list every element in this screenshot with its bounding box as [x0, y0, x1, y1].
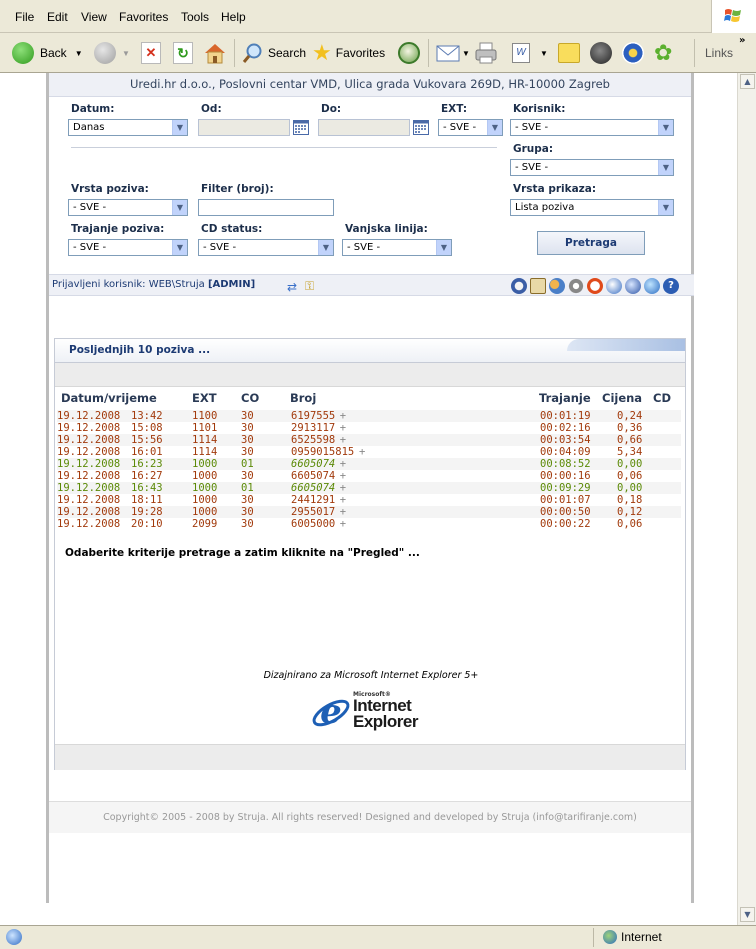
vrsta-poziva-select[interactable]: - SVE - ▼	[68, 199, 188, 216]
cell-cijena: 0,00	[617, 482, 643, 494]
forward-button[interactable]	[94, 37, 130, 69]
cell-date: 19.12.2008	[57, 482, 121, 494]
cell-trajanje: 00:08:52	[540, 458, 591, 470]
menu-help[interactable]: Help	[221, 10, 246, 24]
chevron-down-icon: ▼	[172, 120, 187, 135]
cell-co: 30	[241, 470, 254, 482]
cell-trajanje: 00:00:50	[540, 506, 591, 518]
cell-date: 19.12.2008	[57, 434, 121, 446]
cell-co: 30	[241, 518, 254, 530]
windows-flag-icon	[724, 8, 742, 24]
company-header: Uredi.hr d.o.o., Poslovni centar VMD, Ulica grada Vukovara 269D, HR-10000 Zagreb	[49, 73, 691, 97]
cell-cijena: 0,24	[617, 410, 643, 422]
cd-status-select[interactable]: - SVE - ▼	[198, 239, 334, 256]
table-row[interactable]	[57, 470, 681, 482]
cell-co: 30	[241, 506, 254, 518]
cell-ext: 1000	[192, 470, 218, 482]
links-button[interactable]	[705, 37, 733, 69]
vanjska-linija-select[interactable]: - SVE - ▼	[342, 239, 452, 256]
menu-favorites[interactable]: Favorites	[119, 10, 169, 24]
cell-broj: 6605074	[291, 470, 336, 482]
favorites-star-icon: ★	[312, 40, 332, 65]
chevron-down-icon: ▼	[658, 200, 673, 215]
back-arrow-icon	[12, 42, 34, 64]
icq-button[interactable]	[654, 37, 672, 69]
links-label: Links	[705, 46, 734, 60]
book-icon[interactable]	[530, 278, 546, 294]
copyright-footer: Copyright© 2005 - 2008 by Struja. All rights reserved! Designed and developed by Struja (info@tarifiranje.com)	[49, 801, 691, 833]
cell-ext: 2099	[192, 518, 218, 530]
flower-icon: ✿	[654, 40, 673, 65]
database-icon[interactable]	[625, 278, 641, 294]
cell-plus[interactable]: +	[339, 482, 347, 494]
chevron-down-icon: ▼	[436, 240, 451, 255]
cell-trajanje: 00:01:07	[540, 494, 591, 506]
menu-file[interactable]: File	[15, 10, 35, 24]
menu-bar	[0, 0, 756, 33]
column-header: Cijena	[602, 391, 643, 405]
cell-broj: 6197555	[291, 410, 336, 422]
logged-user-prefix: Prijavljeni korisnik:	[52, 279, 149, 290]
cell-time: 20:10	[131, 518, 163, 530]
panel-header	[55, 339, 685, 363]
column-header: Broj	[290, 391, 317, 405]
microsoft-label: Microsoft®	[353, 691, 391, 698]
clock-icon[interactable]	[587, 278, 603, 294]
cell-ext: 1000	[192, 506, 218, 518]
mail-icon	[436, 43, 460, 63]
favorites-button[interactable]	[312, 37, 385, 69]
switch-user-icon[interactable]: ⇄	[287, 280, 298, 294]
pretraga-button[interactable]: Pretraga	[537, 231, 645, 255]
table-row[interactable]	[57, 446, 681, 458]
menu-edit[interactable]: Edit	[47, 10, 68, 24]
app-container	[46, 73, 694, 903]
panel-tab-decoration	[567, 339, 685, 351]
menu-tools[interactable]: Tools	[181, 10, 210, 24]
edit-dropdown-icon[interactable]: ▼	[540, 48, 548, 58]
panel-title: Posljednjih 10 poziva ...	[69, 344, 211, 356]
windows-logo	[711, 0, 756, 33]
cell-date: 19.12.2008	[57, 458, 121, 470]
cell-cijena: 0,06	[617, 518, 643, 530]
column-header: CD	[653, 391, 671, 405]
chevron-down-icon: ▼	[487, 120, 502, 135]
ie-logo-line1: Internet	[353, 696, 412, 715]
forward-dropdown-icon[interactable]: ▼	[122, 48, 130, 58]
users-icon[interactable]	[549, 278, 565, 294]
back-dropdown-icon[interactable]: ▼	[74, 48, 83, 58]
ext-select[interactable]: - SVE - ▼	[438, 119, 503, 136]
browser-toolbar	[0, 33, 756, 73]
page-viewport	[0, 73, 737, 925]
word-edit-icon: W	[512, 43, 530, 63]
korisnik-select[interactable]: - SVE - ▼	[510, 119, 674, 136]
mail-button[interactable]	[436, 37, 470, 69]
chevron-down-icon: ▼	[172, 200, 187, 215]
search-button[interactable]	[242, 37, 306, 69]
help-icon[interactable]: ?	[663, 278, 679, 294]
cell-co: 30	[241, 494, 254, 506]
datum-select[interactable]: Danas ▼	[68, 119, 188, 136]
grupa-label: Grupa:	[513, 143, 554, 155]
filter-broj-input[interactable]	[198, 199, 334, 216]
cell-plus[interactable]: +	[339, 518, 347, 530]
do-label: Do:	[321, 103, 342, 115]
cell-trajanje: 00:03:54	[540, 434, 591, 446]
cell-time: 18:11	[131, 494, 163, 506]
stop-button[interactable]	[141, 37, 161, 69]
cell-cijena: 0,00	[617, 458, 643, 470]
calendar-icon[interactable]	[293, 120, 309, 135]
cell-broj: 6605074	[291, 482, 336, 494]
chevron-down-icon: ▼	[172, 240, 187, 255]
search-label: Search	[268, 46, 307, 60]
cd-status-label: CD status:	[201, 223, 263, 235]
cell-plus[interactable]: +	[359, 446, 366, 458]
cell-plus[interactable]: +	[339, 458, 347, 470]
cell-date: 19.12.2008	[57, 470, 121, 482]
form-divider	[71, 147, 497, 148]
cell-trajanje: 00:00:22	[540, 518, 591, 530]
edit-button[interactable]	[512, 37, 548, 69]
table-row[interactable]	[57, 422, 681, 434]
forward-arrow-icon	[94, 42, 116, 64]
toolbar-overflow-icon[interactable]: »	[739, 35, 746, 46]
cell-date: 19.12.2008	[57, 422, 121, 434]
cell-time: 19:28	[131, 506, 163, 518]
cell-cijena: 0,18	[617, 494, 643, 506]
column-header: CO	[241, 391, 260, 405]
vertical-scrollbar[interactable]	[737, 73, 756, 925]
history-icon	[398, 42, 420, 64]
recent-calls-panel	[54, 338, 686, 770]
refresh-icon: ↻	[173, 42, 193, 64]
cell-ext: 1100	[192, 410, 218, 422]
table-row[interactable]	[57, 410, 681, 422]
favorites-label: Favorites	[335, 46, 386, 60]
ie-logo	[311, 691, 419, 731]
column-header: Datum/vrijeme	[61, 391, 157, 405]
back-button[interactable]	[12, 37, 83, 69]
cell-plus[interactable]: +	[339, 410, 347, 422]
messenger-button[interactable]	[590, 37, 612, 69]
search-icon[interactable]	[511, 278, 527, 294]
page-icon	[6, 929, 22, 945]
cell-date: 19.12.2008	[57, 518, 121, 530]
cell-co: 01	[241, 482, 254, 494]
cell-time: 16:43	[131, 482, 163, 494]
cell-ext: 1000	[192, 458, 218, 470]
cell-co: 30	[241, 446, 254, 458]
cell-date: 19.12.2008	[57, 494, 121, 506]
home-icon	[203, 42, 227, 64]
chevron-down-icon: ▼	[658, 120, 673, 135]
cell-time: 15:08	[131, 422, 163, 434]
zone-label: Internet	[621, 930, 662, 944]
status-bar	[0, 925, 756, 949]
user-role-badge: [ADMIN]	[207, 279, 256, 290]
cell-ext: 1000	[192, 482, 218, 494]
cell-co: 01	[241, 458, 254, 470]
cell-plus[interactable]: +	[339, 494, 347, 506]
cell-plus[interactable]: +	[339, 506, 347, 518]
cell-date: 19.12.2008	[57, 506, 121, 518]
print-button[interactable]	[474, 37, 498, 69]
search-icon	[242, 42, 264, 64]
designed-for-text: Dizajnirano za Microsoft Internet Explorer 5+	[263, 670, 479, 681]
cell-broj: 2913117	[291, 422, 336, 434]
table-row[interactable]	[57, 482, 681, 494]
menu-view[interactable]: View	[81, 10, 107, 24]
cell-date: 19.12.2008	[57, 410, 121, 422]
key-icon[interactable]: ⚿	[305, 279, 315, 293]
datum-label: Datum:	[71, 103, 115, 115]
cell-date: 19.12.2008	[57, 446, 121, 458]
grupa-select[interactable]: - SVE - ▼	[510, 159, 674, 176]
column-header: EXT	[192, 391, 217, 405]
cell-broj: 6005000	[291, 518, 336, 530]
globe-icon[interactable]	[644, 278, 660, 294]
cell-time: 16:23	[131, 458, 163, 470]
gear-icon[interactable]	[568, 278, 584, 294]
cell-cijena: 0,66	[617, 434, 643, 446]
cell-cijena: 0,12	[617, 506, 643, 518]
scroll-up-button[interactable]: ▲	[740, 74, 755, 89]
cell-broj: 6605074	[291, 458, 336, 470]
refresh-icon[interactable]	[606, 278, 622, 294]
chevron-down-icon: ▼	[318, 240, 333, 255]
table-row[interactable]	[57, 434, 681, 446]
table-row[interactable]	[57, 518, 681, 530]
trajanje-label: Trajanje poziva:	[71, 223, 165, 235]
internet-explorer-icon	[311, 693, 351, 733]
cell-co: 30	[241, 422, 254, 434]
cell-ext: 1101	[192, 422, 218, 434]
scroll-down-button[interactable]: ▼	[740, 907, 755, 922]
trajanje-select[interactable]: - SVE - ▼	[68, 239, 188, 256]
cell-broj: 0959015815	[291, 446, 355, 458]
note-icon	[558, 43, 580, 63]
cell-trajanje: 00:00:16	[540, 470, 591, 482]
stop-icon: ✕	[141, 42, 161, 64]
logged-user-bar	[49, 274, 694, 296]
cell-time: 16:27	[131, 470, 163, 482]
cell-co: 30	[241, 434, 254, 446]
ext-label: EXT:	[441, 103, 468, 115]
research-button[interactable]	[622, 37, 644, 69]
calendar-icon[interactable]	[413, 120, 429, 135]
vrsta-poziva-label: Vrsta poziva:	[71, 183, 149, 195]
column-header: Trajanje	[539, 391, 591, 405]
cell-time: 15:56	[131, 434, 163, 446]
logged-user-name: WEB\Struja	[148, 279, 205, 290]
table-row[interactable]	[57, 506, 681, 518]
korisnik-label: Korisnik:	[513, 103, 566, 115]
mail-dropdown-icon[interactable]: ▼	[462, 48, 470, 58]
cell-ext: 1114	[192, 434, 218, 446]
globe-icon	[603, 930, 617, 944]
vrsta-prikaza-select[interactable]: Lista poziva ▼	[510, 199, 674, 216]
refresh-button[interactable]	[173, 37, 193, 69]
od-label: Od:	[201, 103, 222, 115]
calls-table	[55, 389, 685, 539]
cell-trajanje: 00:01:19	[540, 410, 591, 422]
vanjska-linija-label: Vanjska linija:	[345, 223, 428, 235]
print-icon	[474, 42, 498, 64]
cell-ext: 1114	[192, 446, 218, 458]
cell-cijena: 0,36	[617, 422, 643, 434]
cell-broj: 2955017	[291, 506, 336, 518]
cell-co: 30	[241, 410, 254, 422]
cell-cijena: 5,34	[617, 446, 643, 458]
chevron-down-icon: ▼	[658, 160, 673, 175]
film-reel-icon	[590, 42, 612, 64]
instruction-message: Odaberite kriterije pretrage a zatim kliknite na "Pregled" ...	[65, 547, 420, 559]
history-button[interactable]	[398, 37, 420, 69]
table-row[interactable]	[57, 458, 681, 470]
cell-time: 16:01	[131, 446, 163, 458]
od-date-field[interactable]	[198, 119, 290, 136]
vrsta-prikaza-label: Vrsta prikaza:	[513, 183, 597, 195]
table-row[interactable]	[57, 494, 681, 506]
back-label: Back	[40, 46, 67, 60]
cell-plus[interactable]: +	[339, 434, 347, 446]
cell-broj: 2441291	[291, 494, 336, 506]
panel-toolbar	[55, 363, 685, 387]
cell-plus[interactable]: +	[339, 470, 347, 482]
home-button[interactable]	[203, 37, 227, 69]
svg-text:e: e	[320, 693, 342, 732]
cell-trajanje: 00:09:29	[540, 482, 591, 494]
ie-logo-line2: Explorer	[353, 712, 418, 731]
discuss-button[interactable]	[558, 37, 580, 69]
cell-trajanje: 00:04:09	[540, 446, 591, 458]
do-date-field[interactable]	[318, 119, 410, 136]
cell-broj: 6525598	[291, 434, 336, 446]
cell-ext: 1000	[192, 494, 218, 506]
cell-time: 13:42	[131, 410, 163, 422]
panel-footer	[55, 744, 685, 770]
cell-plus[interactable]: +	[339, 422, 347, 434]
cell-trajanje: 00:02:16	[540, 422, 591, 434]
filter-broj-label: Filter (broj):	[201, 183, 274, 195]
cell-cijena: 0,06	[617, 470, 643, 482]
target-icon	[622, 42, 644, 64]
